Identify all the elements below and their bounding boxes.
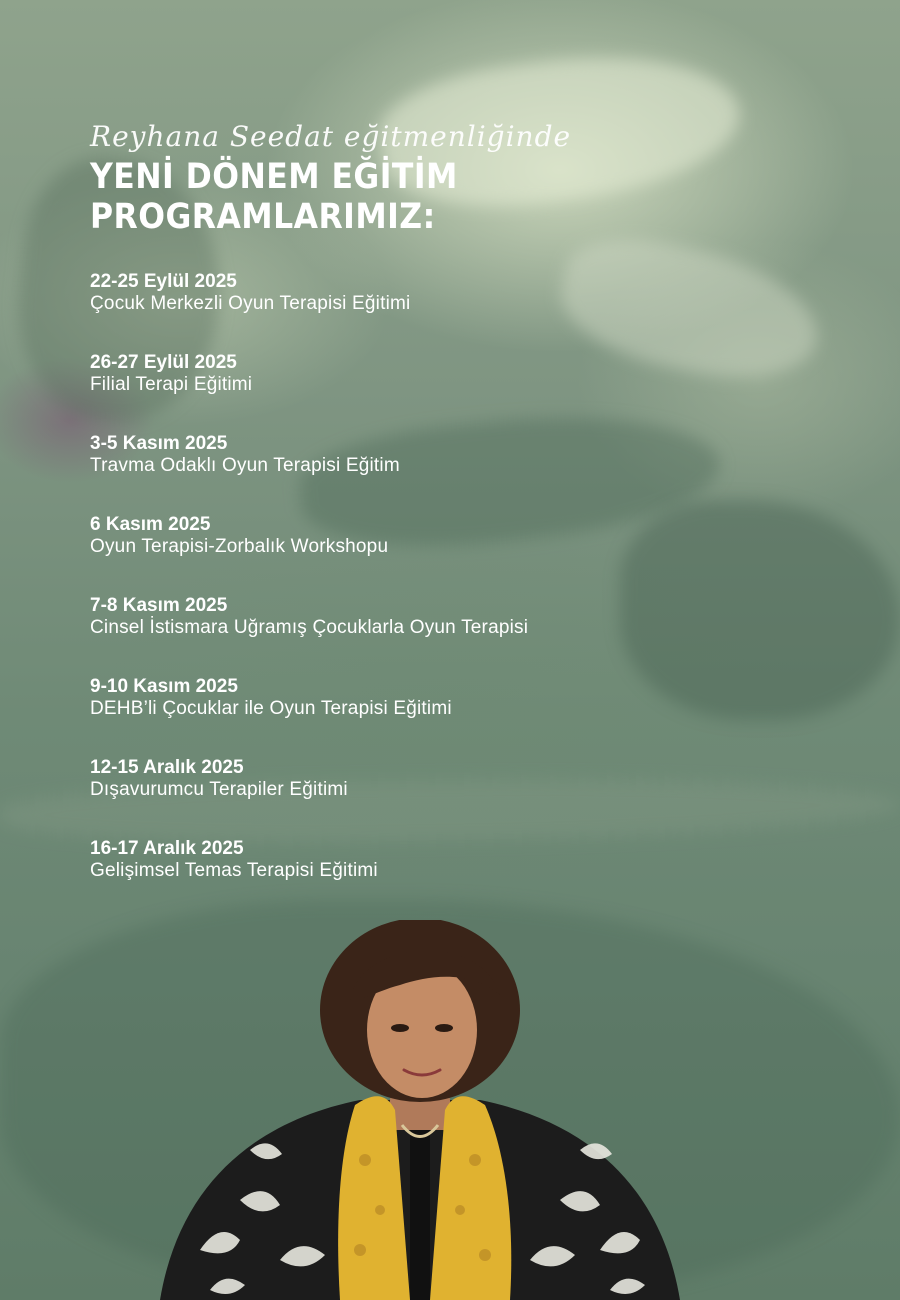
event-date: 7-8 Kasım 2025 <box>90 595 228 616</box>
event-title: Travma Odaklı Oyun Terapisi Eğitim <box>90 455 400 476</box>
event-title: Gelişimsel Temas Terapisi Eğitimi <box>90 860 378 881</box>
blouse-shape <box>410 1130 430 1300</box>
event-title: Dışavurumcu Terapiler Eğitimi <box>90 779 348 800</box>
event-date: 22-25 Eylül 2025 <box>90 271 237 292</box>
event-title: Çocuk Merkezli Oyun Terapisi Eğitimi <box>90 293 411 314</box>
event-item <box>90 433 830 514</box>
program-headline: YENİ DÖNEM EĞİTİM PROGRAMLARIMIZ: <box>90 157 458 237</box>
program-content <box>90 120 830 919</box>
event-item <box>90 271 830 352</box>
event-date: 16-17 Aralık 2025 <box>90 838 244 859</box>
eye <box>391 1024 409 1032</box>
event-date: 12-15 Aralık 2025 <box>90 757 244 778</box>
event-title: Filial Terapi Eğitimi <box>90 374 253 395</box>
event-item <box>90 757 830 838</box>
event-item <box>90 352 830 433</box>
event-date: 3-5 Kasım 2025 <box>90 433 228 454</box>
event-item <box>90 595 830 676</box>
event-title: Oyun Terapisi-Zorbalık Workshopu <box>90 536 389 557</box>
trainer-portrait <box>140 920 700 1300</box>
event-title: Cinsel İstismara Uğramış Çocuklarla Oyun Terapisi <box>90 617 529 638</box>
event-item <box>90 838 830 919</box>
eye <box>435 1024 453 1032</box>
event-item <box>90 514 830 595</box>
event-list <box>90 271 830 919</box>
trainer-script-line: Reyhana Seedat eğitmenliğinde <box>90 120 572 153</box>
event-date: 26-27 Eylül 2025 <box>90 352 237 373</box>
event-title: DEHB’li Çocuklar ile Oyun Terapisi Eğitimi <box>90 698 452 719</box>
event-item <box>90 676 830 757</box>
event-date: 9-10 Kasım 2025 <box>90 676 238 697</box>
event-date: 6 Kasım 2025 <box>90 514 211 535</box>
